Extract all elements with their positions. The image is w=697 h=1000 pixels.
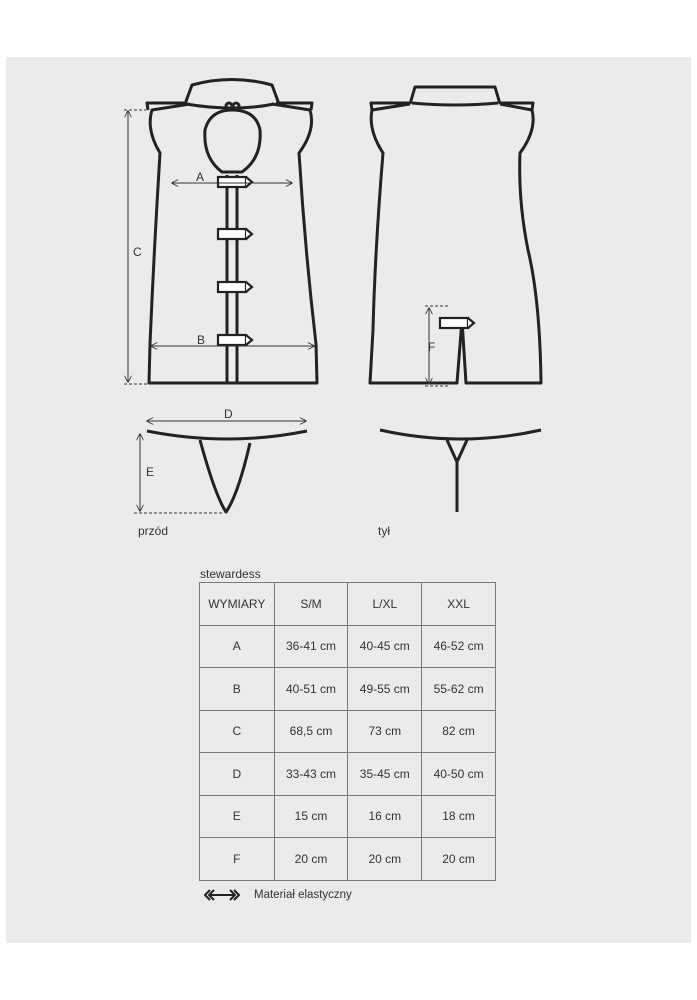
back-dress (370, 87, 541, 383)
table-cell: 55-62 cm (422, 668, 496, 711)
table-cell: 40-50 cm (422, 753, 496, 796)
measure-lines (124, 110, 450, 513)
table-cell: D (200, 753, 275, 796)
table-cell: C (200, 710, 275, 753)
size-table (199, 582, 496, 881)
label-f: F (428, 340, 436, 354)
table-row (200, 838, 496, 881)
table-cell: A (200, 625, 275, 668)
front-thong (147, 431, 307, 512)
table-header-row (200, 583, 496, 626)
table-cell: B (200, 668, 275, 711)
table-cell: 16 cm (348, 795, 422, 838)
table-cell: 20 cm (274, 838, 348, 881)
table-row (200, 625, 496, 668)
back-caption: tył (378, 524, 390, 538)
label-a: A (196, 170, 205, 184)
table-cell: 68,5 cm (274, 710, 348, 753)
table-cell: 15 cm (274, 795, 348, 838)
back-thong (380, 430, 541, 512)
table-row (200, 668, 496, 711)
table-cell: 36-41 cm (274, 625, 348, 668)
table-cell: 20 cm (422, 838, 496, 881)
table-cell: 35-45 cm (348, 753, 422, 796)
table-cell: 49-55 cm (348, 668, 422, 711)
table-cell: 73 cm (348, 710, 422, 753)
table-cell: 82 cm (422, 710, 496, 753)
table-cell: 46-52 cm (422, 625, 496, 668)
header-cell: XXL (422, 583, 496, 626)
table-cell: 40-51 cm (274, 668, 348, 711)
label-d: D (224, 407, 233, 421)
table-cell: 40-45 cm (348, 625, 422, 668)
table-cell: 18 cm (422, 795, 496, 838)
label-e: E (146, 465, 155, 479)
header-cell: L/XL (348, 583, 422, 626)
table-cell: 20 cm (348, 838, 422, 881)
label-b: B (197, 333, 206, 347)
table-title: stewardess (200, 567, 261, 581)
table-cell: 33-43 cm (274, 753, 348, 796)
front-caption: przód (138, 524, 169, 538)
header-cell: WYMIARY (200, 583, 275, 626)
table-cell: E (200, 795, 275, 838)
header-cell: S/M (274, 583, 348, 626)
legend-text: Materiał elastyczny (254, 889, 352, 901)
back-button (440, 318, 474, 328)
label-c: C (133, 245, 142, 259)
table-row (200, 795, 496, 838)
front-buttons (218, 177, 252, 345)
table-row (200, 710, 496, 753)
elastic-arrows-icon (204, 889, 240, 901)
table-row (200, 753, 496, 796)
table-cell: F (200, 838, 275, 881)
legend (204, 889, 352, 901)
